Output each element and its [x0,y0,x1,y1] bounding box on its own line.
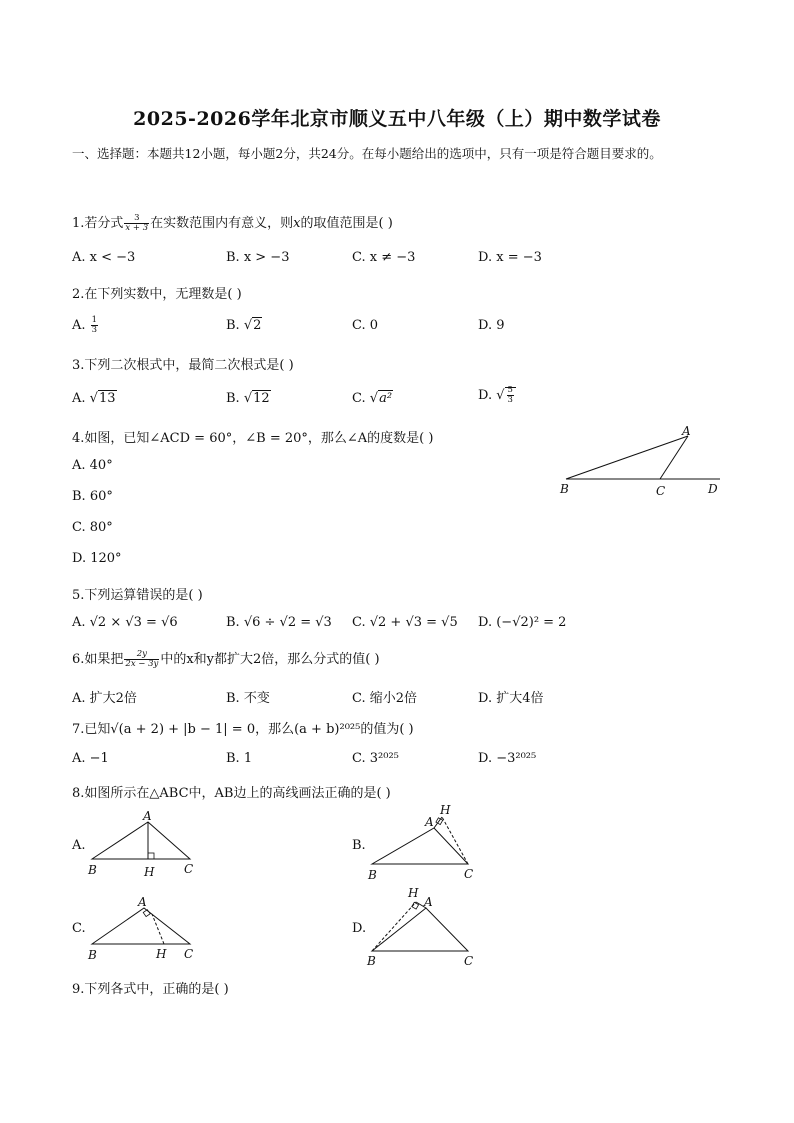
q1-option-c[interactable]: C. x ≠ −3 [352,250,416,265]
q1-option-d[interactable]: D. x = −3 [478,250,542,265]
question-9: 9.下列各式中，正确的是( ) [72,982,229,997]
q4-label-c: C [656,484,666,498]
q6-fraction: $\frac{2y}{2x - 3y}$ [125,649,159,669]
svg-text:A: A [143,809,152,823]
q1-option-b[interactable]: B. x > −3 [226,250,290,265]
q3-option-a[interactable]: A. √13 [72,391,116,406]
q8-option-b[interactable]: B. [352,838,366,853]
q6-option-c[interactable]: C. 缩小2倍 [352,691,418,706]
q8-option-c[interactable]: C. [72,921,86,936]
question-6: 6.如果把 $\frac{2y}{2x - 3y}$ 中的x和y都扩大2倍，那么分式的值( ) [72,649,380,669]
q4-label-d: D [708,482,718,496]
question-2: 2.在下列实数中，无理数是( ) [72,287,242,302]
q3-option-b[interactable]: B. √12 [226,391,270,406]
svg-text:C: C [464,954,474,968]
page-title: 2025-2026学年北京市顺义五中八年级（上）期中数学试卷 [133,108,661,130]
q4-line-ba [566,436,688,479]
q8-figure-a [84,808,204,880]
q1-option-a[interactable]: A. x < −3 [72,250,136,265]
question-8: 8.如图所示在△ABC中，AB边上的高线画法正确的是( ) [72,786,391,801]
q1-post: 在实数范围内有意义，则 [150,216,294,231]
q3-option-d[interactable]: D. √ $\frac{5}{3}$ [478,386,516,405]
question-1 [72,212,393,233]
question-7: 7.已知√(a + 2) + |b − 1| = 0，那么(a + b)²⁰²⁵的值为( ) [72,722,414,737]
q5-option-c[interactable]: C. √2 + √3 = √5 [352,615,458,630]
q5-option-a[interactable]: A. √2 × √3 = √6 [72,615,178,630]
q4-label-a: A [682,424,691,438]
svg-text:C: C [464,867,474,881]
svg-text:H: H [156,947,167,961]
q1-prefix: 1.若分式 [72,216,124,231]
svg-text:C: C [184,947,194,961]
svg-text:H: H [408,886,419,900]
q2-option-c[interactable]: C. 0 [352,318,379,333]
q2-option-b[interactable]: B. √2 [226,318,262,333]
q4-option-d[interactable]: D. 120° [72,551,122,566]
svg-text:C: C [184,862,194,876]
q6-option-b[interactable]: B. 不变 [226,691,270,706]
q4-figure [560,424,730,500]
q2-option-a[interactable]: A. $\frac{1}{3}$ [72,315,98,335]
q2-option-d[interactable]: D. 9 [478,318,505,333]
question-4: 4.如图，已知∠ACD = 60°，∠B = 20°，那么∠A的度数是( ) [72,431,434,446]
q1-fraction: $\frac{3}{x + 3}$ [125,213,149,233]
q7-option-d[interactable]: D. −3²⁰²⁵ [478,751,537,766]
q5-option-d[interactable]: D. (−√2)² = 2 [478,615,567,630]
q4-label-b: B [560,482,569,496]
section-heading: 一、选择题：本题共12小题，每小题2分，共24分。在每小题给出的选项中，只有一项是符合题目要求的。 [72,146,662,161]
svg-text:B: B [368,868,377,882]
q4-line-ca [660,436,688,479]
q7-option-b[interactable]: B. 1 [226,751,253,766]
question-5: 5.下列运算错误的是( ) [72,588,203,603]
svg-text:B: B [88,863,97,877]
q5-option-b[interactable]: B. √6 ÷ √2 = √3 [226,615,332,630]
svg-text:B: B [88,948,97,962]
svg-text:A: A [138,895,147,909]
q1-post2: 的取值范围是( ) [300,216,393,231]
q4-option-c[interactable]: C. 80° [72,520,113,535]
question-3: 3.下列二次根式中，最简二次根式是( ) [72,358,294,373]
q7-option-a[interactable]: A. −1 [72,751,109,766]
q8-option-a[interactable]: A. [72,838,86,853]
svg-text:H: H [440,803,451,817]
q3-option-c[interactable]: C. √a² [352,391,393,406]
q7-option-c[interactable]: C. 3²⁰²⁵ [352,751,399,766]
q4-option-a[interactable]: A. 40° [72,458,113,473]
q6-option-d[interactable]: D. 扩大4倍 [478,691,544,706]
svg-text:A: A [424,895,433,909]
q8-figure-c [84,894,204,966]
svg-text:H: H [144,865,155,879]
q8-option-d[interactable]: D. [352,921,367,936]
q8-figure-d [364,884,484,968]
svg-text:B: B [367,954,376,968]
q8-figure-b [364,800,484,884]
q6-option-a[interactable]: A. 扩大2倍 [72,691,137,706]
q4-option-b[interactable]: B. 60° [72,489,113,504]
svg-text:A: A [425,815,434,829]
q1-var: x [293,216,301,231]
